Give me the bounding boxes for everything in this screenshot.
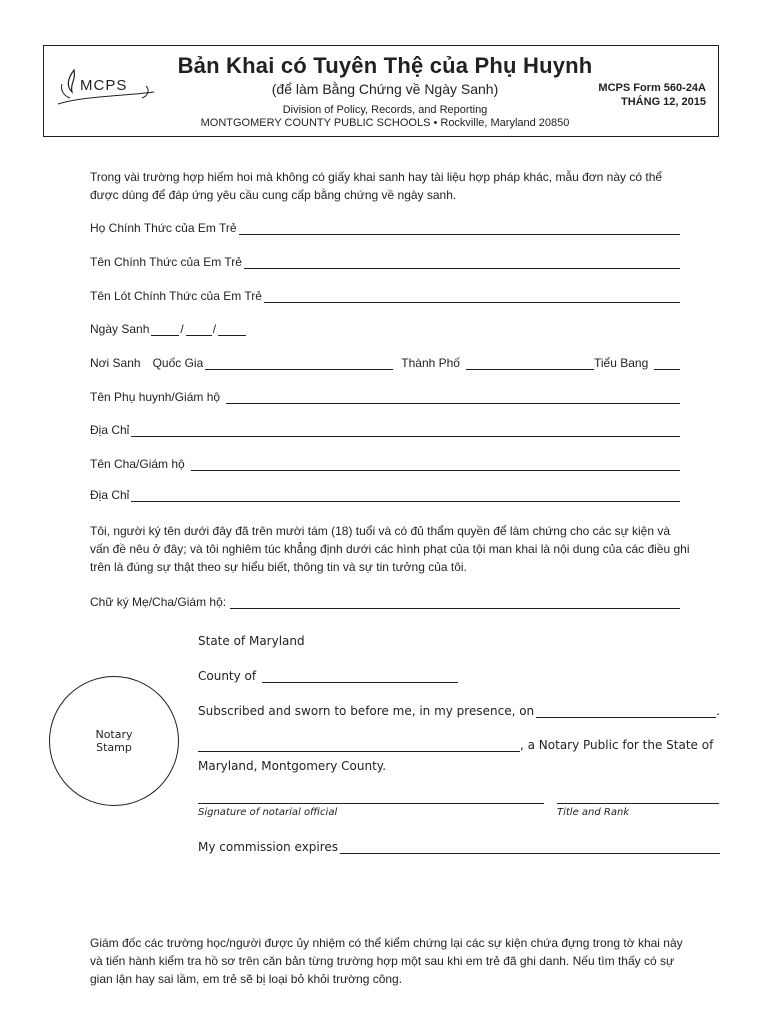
father-name-input-line[interactable] <box>191 458 680 471</box>
birth-date-field: Ngày Sanh / / <box>90 320 680 336</box>
country-input-line[interactable] <box>205 357 393 370</box>
middle-name-field <box>90 287 680 303</box>
address2-label: Địa Chỉ <box>90 488 130 502</box>
logo-text: MCPS <box>80 77 128 94</box>
notarial-signature-label: Signature of notarial official <box>198 807 338 818</box>
title-rank-label: Title and Rank <box>557 807 630 818</box>
address1-input-line[interactable] <box>131 424 680 437</box>
parent-name-field <box>90 388 680 404</box>
father-name-field <box>90 455 680 471</box>
first-name-input-line[interactable] <box>244 256 680 269</box>
form-number: MCPS Form 560-24A <box>598 82 706 94</box>
country-label: Quốc Gia <box>152 356 204 370</box>
stamp-label-line2: Stamp <box>96 741 132 754</box>
notary-name-input-line[interactable] <box>198 739 520 752</box>
birth-day-input-line[interactable] <box>186 323 212 336</box>
state-label: Tiểu Bang <box>593 356 649 370</box>
address1-field <box>90 421 680 437</box>
signature-input-line[interactable] <box>230 596 680 609</box>
birth-year-input-line[interactable] <box>218 323 246 336</box>
oath-paragraph: Tôi, người ký tên dưới đây đã trên mười tám (18) tuổi và có đủ thẩm quyền để làm chứng cho các sự kiện và vấn đề nêu ở đây; và tôi nghiêm túc khẳng định dưới các hình phạt của tội man khai là nội dung của các điều ghi trên là đúng sự thật theo sự hiểu biết, thông tin và sự tin tưởng của tôi. <box>90 524 690 574</box>
subscribed-date-input-line[interactable] <box>536 705 716 718</box>
last-name-input-line[interactable] <box>239 222 680 235</box>
division-name: Division of Policy, Records, and Reporting <box>282 104 488 116</box>
last-name-label: Họ Chính Thức của Em Trẻ <box>90 221 237 235</box>
notary-county-label: County of <box>198 669 257 683</box>
address1-label: Địa Chỉ <box>90 423 130 437</box>
form-date: THÁNG 12, 2015 <box>621 96 706 108</box>
commission-field <box>198 838 720 854</box>
notary-stamp-circle <box>49 676 179 806</box>
subscribed-label: Subscribed and sworn to before me, in my presence, on <box>198 704 535 718</box>
notary-county-input-line[interactable] <box>262 670 458 683</box>
birth-place-label: Nơi Sanh <box>90 356 141 370</box>
state-input-line[interactable] <box>654 357 680 370</box>
notarial-signature-line[interactable] <box>198 802 544 804</box>
notary-public-field <box>198 736 720 752</box>
subscribed-field: Subscribed and sworn to before me, in my presence, on . <box>198 704 720 718</box>
signature-field <box>90 593 680 609</box>
birth-date-label: Ngày Sanh <box>90 322 150 336</box>
signature-label: Chữ ký Mẹ/Cha/Giám hộ: <box>90 595 227 609</box>
footer-paragraph: Giám đốc các trường học/người được ủy nhiệm có thể kiểm chứng lại các sự kiện chứa đựng trong tờ khai này và tiến hành kiểm tra hồ sơ trên căn bản từng trường hợp một sau khi em trẻ đã ghi danh. Nếu tìm thấy có sự gian lận hay sai lầm, em trẻ sẽ bị loại bỏ khỏi trường công. <box>90 936 683 986</box>
first-name-label: Tên Chính Thức của Em Trẻ <box>90 255 242 269</box>
form-title: Bản Khai có Tuyên Thệ của Phụ Huynh <box>177 53 593 78</box>
notary-county-field <box>198 667 458 683</box>
first-name-field <box>90 253 680 269</box>
address2-field <box>90 486 680 502</box>
birth-month-input-line[interactable] <box>151 323 179 336</box>
notary-public-label: , a Notary Public for the State of <box>520 738 714 752</box>
title-rank-line[interactable] <box>557 802 719 804</box>
birth-place-field <box>90 354 680 370</box>
stamp-label-line1: Notary <box>95 728 133 741</box>
commission-input-line[interactable] <box>340 841 720 854</box>
notary-state: State of Maryland <box>198 634 305 648</box>
father-name-label: Tên Cha/Giám hộ <box>90 457 185 471</box>
maryland-county-text: Maryland, Montgomery County. <box>198 759 387 773</box>
address2-input-line[interactable] <box>131 489 680 502</box>
middle-name-label: Tên Lót Chính Thức của Em Trẻ <box>90 289 262 303</box>
parent-name-input-line[interactable] <box>226 391 680 404</box>
city-input-line[interactable] <box>466 357 594 370</box>
parent-name-label: Tên Phụ huynh/Giám hộ <box>90 390 221 404</box>
intro-paragraph: Trong vài trường hợp hiếm hoi mà không có giấy khai sanh hay tài liệu hợp pháp khác, mẫu đơn này có thể được dùng để đáp ứng yêu cầu cung cấp bằng chứng về ngày sanh. <box>90 170 663 202</box>
form-subtitle: (để làm Bằng Chứng về Ngày Sanh) <box>271 81 499 97</box>
last-name-field <box>90 219 680 235</box>
middle-name-input-line[interactable] <box>264 290 680 303</box>
city-label: Thành Phố <box>401 356 460 370</box>
commission-label: My commission expires <box>198 840 339 854</box>
school-name: MONTGOMERY COUNTY PUBLIC SCHOOLS • Rockville, Maryland 20850 <box>200 117 570 129</box>
